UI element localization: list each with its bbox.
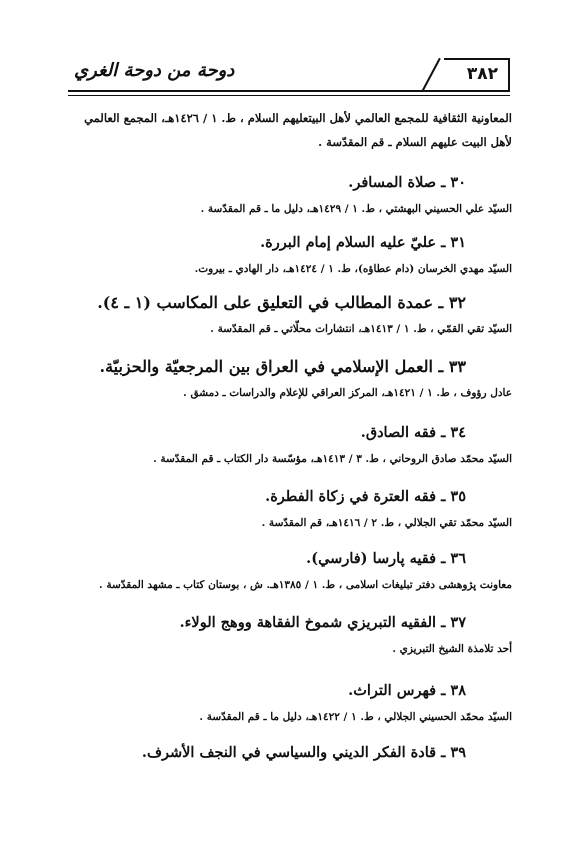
entry-title: ٣٧ ـ الفقيه التبريزي شموخ الفقاهة ووهج الولاء. <box>179 614 466 631</box>
page-number: ٣٨٢ <box>466 64 498 84</box>
list-item <box>68 232 512 278</box>
intro-paragraph: المعاونية الثقافية للمجمع العالمي لأهل البيتعليهم السلام ، ط. ١ / ١٤٢٦هـ، المجمع العالمي لأهل البيت عليهم السلام ـ قم المقدّسة . <box>84 111 512 149</box>
entry-title: ٣٥ ـ فقه العترة في زكاة الفطرة. <box>265 488 466 505</box>
page-header <box>68 58 510 94</box>
list-item <box>68 292 512 338</box>
entry-meta: السيّد مهدي الخرسان (دام عطاؤه)، ط. ١ / ١٤٢٤هـ، دار الهادي ـ بيروت. <box>194 263 512 275</box>
entry-meta: عادل رؤوف ، ط. ١ / ١٤٢١هـ، المركز العراقي للإعلام والدراسات ـ دمشق . <box>183 387 512 399</box>
entry-meta: السيّد علي الحسيني البهشتي ، ط. ١ / ١٤٢٩هـ، دليل ما ـ قم المقدّسة . <box>200 203 512 215</box>
entry-title: ٣٢ ـ عمدة المطالب في التعليق على المكاسب (١ ـ ٤). <box>97 293 466 312</box>
entry-title: ٣٦ ـ فقيه پارسا (فارسي). <box>306 550 466 567</box>
entry-title: ٣٨ ـ فهرس التراث. <box>348 682 466 699</box>
header-divider-slash <box>421 58 441 92</box>
header-rule-thin <box>68 95 510 96</box>
list-item <box>68 548 512 594</box>
entry-title: ٣٤ ـ فقه الصادق. <box>360 424 466 441</box>
entry-meta: أحد تلامذة الشيخ التبريزي . <box>392 643 512 655</box>
entry-meta: السيّد محمّد الحسيني الجلالي ، ط. ١ / ١٤٢٢هـ، دليل ما ـ قم المقدّسة . <box>199 711 512 723</box>
entry-title: ٣١ ـ عليّ عليه السلام إمام البررة. <box>260 234 466 251</box>
entry-meta: السيّد محمّد صادق الروحاني ، ط. ٣ / ١٤١٣هـ، مؤسّسة دار الكتاب ـ قم المقدّسة . <box>153 453 512 465</box>
entry-title: ٣٩ ـ قادة الفكر الديني والسياسي في النجف الأشرف. <box>141 744 466 761</box>
entry-title: ٣٣ ـ العمل الإسلامي في العراق بين المرجعيّة والحزبيّة. <box>99 357 466 376</box>
list-item <box>68 356 512 402</box>
header-rule-thick <box>68 90 510 92</box>
entry-title: ٣٠ ـ صلاة المسافر. <box>348 174 466 191</box>
page-body <box>68 106 512 761</box>
list-item <box>68 422 512 468</box>
list-item <box>68 612 512 658</box>
entry-meta: معاونت پژوهشی دفتر تبليغات اسلامى ، ط. ١ / ١٣٨٥هـ. ش ، بوستان كتاب ـ مشهد المقدّسة . <box>99 579 512 591</box>
entry-meta: السيّد محمّد تقي الجلالي ، ط. ٢ / ١٤١٦هـ، قم المقدّسة . <box>261 517 512 529</box>
list-item <box>68 742 512 764</box>
list-item <box>68 486 512 532</box>
list-item <box>68 680 512 726</box>
entry-meta: السيّد تقي القمّي ، ط. ١ / ١٤١٣هـ، انتشارات محلّاتي ـ قم المقدّسة . <box>210 323 512 335</box>
list-item <box>68 172 512 218</box>
running-title: دوحة من دوحة الغري <box>74 60 235 81</box>
